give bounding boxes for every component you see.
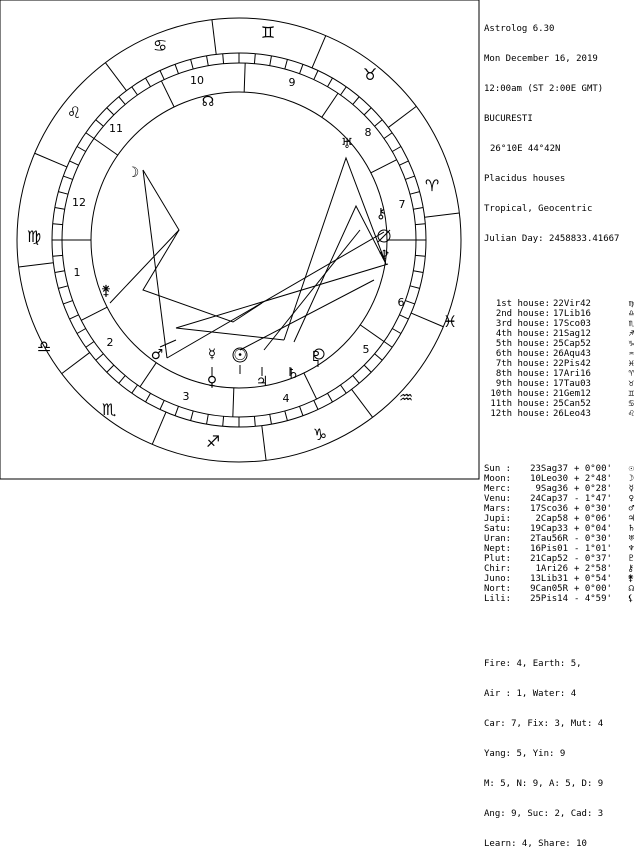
house-row: [484, 309, 636, 319]
pluto-icon: ♇: [309, 349, 323, 365]
house-sign-icon: ♊: [628, 389, 634, 399]
chart-coords: 26°10E 44°42N: [490, 144, 561, 154]
planet-row: [484, 574, 636, 584]
scorpio-icon: ♏: [101, 400, 117, 419]
planet-speed: + 2°58': [574, 564, 612, 574]
stats-line-4: Yang: 5, Yin: 9: [484, 749, 566, 759]
planet-position: 25Pis14: [530, 594, 568, 604]
house-number-9: 9: [288, 76, 296, 89]
planet-position: 24Cap37: [530, 494, 568, 504]
virgo-icon: ♍: [26, 227, 42, 246]
planet-icon: ⚸: [627, 594, 634, 604]
planet-row: [484, 524, 636, 534]
planet-position: 13Lib31: [530, 574, 568, 584]
planet-speed: + 0°28': [574, 484, 612, 494]
stats-line-1: Fire: 4, Earth: 5,: [484, 659, 582, 669]
planet-row: [484, 544, 636, 554]
planet-row: [484, 514, 636, 524]
house-number-1: 1: [73, 266, 81, 279]
planet-row: [484, 464, 636, 474]
house-label: 4th house:: [495, 329, 550, 339]
house-system: Placidus houses: [484, 174, 566, 184]
house-position: 17Ari16: [553, 369, 591, 379]
house-sign-icon: ♌: [628, 409, 634, 419]
planet-speed: + 0°00': [574, 464, 612, 474]
planets-list: [484, 464, 636, 604]
planet-position: 2Tau56R: [530, 534, 568, 544]
gemini-icon: ♊: [260, 23, 276, 42]
house-row: [484, 319, 636, 329]
planet-speed: - 0°30': [574, 534, 612, 544]
house-sign-icon: ♑: [628, 339, 634, 349]
planet-speed: + 0°04': [574, 524, 612, 534]
house-position: 17Tau03: [553, 379, 591, 389]
house-sign-icon: ♒: [628, 349, 634, 359]
house-row: [484, 399, 636, 409]
uranus-icon: ♅: [340, 136, 354, 152]
planet-name: Chir:: [484, 564, 512, 574]
planet-icon: ♇: [628, 554, 634, 564]
house-position: 22Pis42: [553, 359, 591, 369]
house-label: 11th house:: [490, 399, 550, 409]
house-position: 26Aqu43: [553, 349, 591, 359]
astrology-chart-wheel: [0, 0, 480, 480]
planet-name: Nept:: [484, 544, 512, 554]
house-sign-icon: ♓: [628, 359, 634, 369]
house-number-8: 8: [364, 126, 372, 139]
planet-position: 23Sag37: [530, 464, 568, 474]
house-position: 17Lib16: [553, 309, 591, 319]
zodiac-type: Tropical, Geocentric: [484, 204, 593, 214]
cancer-icon: ♋: [152, 36, 168, 55]
chart-date: Mon December 16, 2019: [484, 54, 598, 64]
julian-day: Julian Day: 2458833.41667: [484, 234, 620, 244]
planet-position: 17Sco36: [530, 504, 568, 514]
juno-icon: ⚵: [100, 283, 112, 299]
planet-position: 2Cap58: [535, 514, 568, 524]
house-position: 17Sco03: [553, 319, 591, 329]
pisces-icon: ♓: [442, 312, 458, 331]
house-sign-icon: ♎: [628, 309, 634, 319]
house-position: 21Sag12: [553, 329, 591, 339]
house-row: [484, 409, 636, 419]
house-label: 8th house:: [495, 369, 550, 379]
house-label: 1st house:: [495, 299, 550, 309]
house-position: 26Leo43: [553, 409, 591, 419]
house-row: [484, 359, 636, 369]
house-number-4: 4: [282, 392, 290, 405]
sagittarius-icon: ♐: [205, 432, 221, 451]
planet-position: 16Pis01: [530, 544, 568, 554]
planet-icon: ⚵: [627, 574, 634, 584]
planet-name: Satu:: [484, 524, 512, 534]
aquarius-icon: ♒: [398, 388, 414, 407]
house-sign-icon: ♉: [628, 379, 634, 389]
planet-name: Moon:: [484, 474, 512, 484]
planet-name: Plut:: [484, 554, 512, 564]
house-label: 7th house:: [495, 359, 550, 369]
mars-icon: ♂: [150, 347, 164, 363]
stats-line-7: Learn: 4, Share: 10: [484, 839, 587, 849]
houses-list: [484, 299, 636, 419]
jupiter-icon: ♃: [255, 374, 269, 390]
house-row: [484, 379, 636, 389]
house-position: 25Can52: [553, 399, 591, 409]
planet-row: [484, 504, 636, 514]
house-row: [484, 389, 636, 399]
house-position: 22Vir42: [553, 299, 591, 309]
house-sign-icon: ♋: [628, 399, 634, 409]
planet-speed: + 0°00': [574, 584, 612, 594]
planet-row: [484, 484, 636, 494]
house-sign-icon: ♍: [628, 299, 634, 309]
chart-place: BUCURESTI: [484, 114, 533, 124]
planet-icon: ♅: [628, 534, 634, 544]
planet-speed: + 2°48': [574, 474, 612, 484]
planet-icon: ♆: [628, 544, 634, 554]
planet-speed: - 1°47': [574, 494, 612, 504]
house-sign-icon: ♈: [628, 369, 634, 379]
planet-icon: ☽: [628, 474, 634, 484]
planet-speed: - 4°59': [574, 594, 612, 604]
house-label: 3rd house:: [495, 319, 550, 329]
planet-position: 9Can05R: [530, 584, 568, 594]
chiron-icon: ⚷: [375, 206, 387, 222]
house-label: 6th house:: [495, 349, 550, 359]
house-sign-icon: ♏: [628, 319, 634, 329]
planet-icon: ⚷: [627, 564, 634, 574]
planet-position: 10Leo30: [530, 474, 568, 484]
planet-name: Merc:: [484, 484, 512, 494]
planet-name: Jupi:: [484, 514, 512, 524]
planet-row: [484, 564, 636, 574]
libra-icon: ♎: [36, 337, 52, 356]
planet-row: [484, 474, 636, 484]
house-row: [484, 339, 636, 349]
mercury-icon: ☿: [208, 347, 216, 362]
planet-name: Nort:: [484, 584, 512, 594]
planet-name: Lili:: [484, 594, 512, 604]
stats-line-6: Ang: 9, Suc: 2, Cad: 3: [484, 809, 604, 819]
planet-icon: ☿: [628, 484, 634, 494]
planet-position: 19Cap33: [530, 524, 568, 534]
planet-speed: + 0°06': [574, 514, 612, 524]
planet-name: Mars:: [484, 504, 512, 514]
house-label: 2nd house:: [495, 309, 550, 319]
sun-icon: ☉: [233, 346, 247, 364]
neptune-icon: ♆: [377, 248, 391, 264]
house-number-5: 5: [362, 343, 370, 356]
planet-icon: ☊: [628, 584, 634, 594]
planet-speed: - 1°01': [574, 544, 612, 554]
planet-name: Juno:: [484, 574, 512, 584]
app-title: Astrolog 6.30: [484, 24, 555, 34]
stats-line-5: M: 5, N: 9, A: 5, D: 9: [484, 779, 604, 789]
house-label: 12th house:: [490, 409, 550, 419]
planet-icon: ♃: [628, 514, 634, 524]
info-panel: [484, 4, 636, 859]
planet-row: [484, 534, 636, 544]
planet-speed: + 0°30': [574, 504, 612, 514]
house-row: [484, 299, 636, 309]
leo-icon: ♌: [66, 103, 82, 122]
house-label: 10th house:: [490, 389, 550, 399]
planet-name: Sun :: [484, 464, 512, 474]
house-number-3: 3: [182, 390, 190, 403]
planet-icon: ☉: [628, 464, 634, 474]
house-number-12: 12: [72, 196, 86, 209]
capricorn-icon: ♑: [312, 425, 328, 444]
planet-row: [484, 594, 636, 604]
planet-name: Venu:: [484, 494, 512, 504]
planet-position: 9Sag36: [535, 484, 568, 494]
house-position: 21Gem12: [553, 389, 591, 399]
saturn-icon: ♄: [286, 366, 300, 382]
planet-row: [484, 494, 636, 504]
house-position: 25Cap52: [553, 339, 591, 349]
taurus-icon: ♉: [362, 65, 378, 84]
house-number-10: 10: [190, 74, 204, 87]
planet-icon: ♀: [628, 494, 634, 504]
house-row: [484, 369, 636, 379]
planet-speed: + 0°54': [574, 574, 612, 584]
house-row: [484, 329, 636, 339]
house-label: 9th house:: [495, 379, 550, 389]
planet-name: Uran:: [484, 534, 512, 544]
north-node-icon: ☊: [201, 94, 215, 110]
house-number-6: 6: [397, 296, 405, 309]
planet-row: [484, 554, 636, 564]
stats-line-2: Air : 1, Water: 4: [484, 689, 577, 699]
house-number-11: 11: [109, 122, 123, 135]
planet-speed: - 0°37': [574, 554, 612, 564]
planet-position: 1Ari26: [535, 564, 568, 574]
planet-icon: ♄: [628, 524, 634, 534]
moon-icon: ☽: [126, 165, 140, 181]
planet-row: [484, 584, 636, 594]
house-sign-icon: ♐: [628, 329, 634, 339]
chart-time: 12:00am (ST 2:00E GMT): [484, 84, 604, 94]
venus-icon: ♀: [206, 374, 218, 390]
house-row: [484, 349, 636, 359]
house-label: 5th house:: [495, 339, 550, 349]
planet-icon: ♂: [628, 504, 634, 514]
planet-position: 21Cap52: [530, 554, 568, 564]
house-number-7: 7: [398, 198, 406, 211]
stats-line-3: Car: 7, Fix: 3, Mut: 4: [484, 719, 604, 729]
house-number-2: 2: [106, 336, 114, 349]
aries-icon: ♈: [424, 176, 440, 195]
